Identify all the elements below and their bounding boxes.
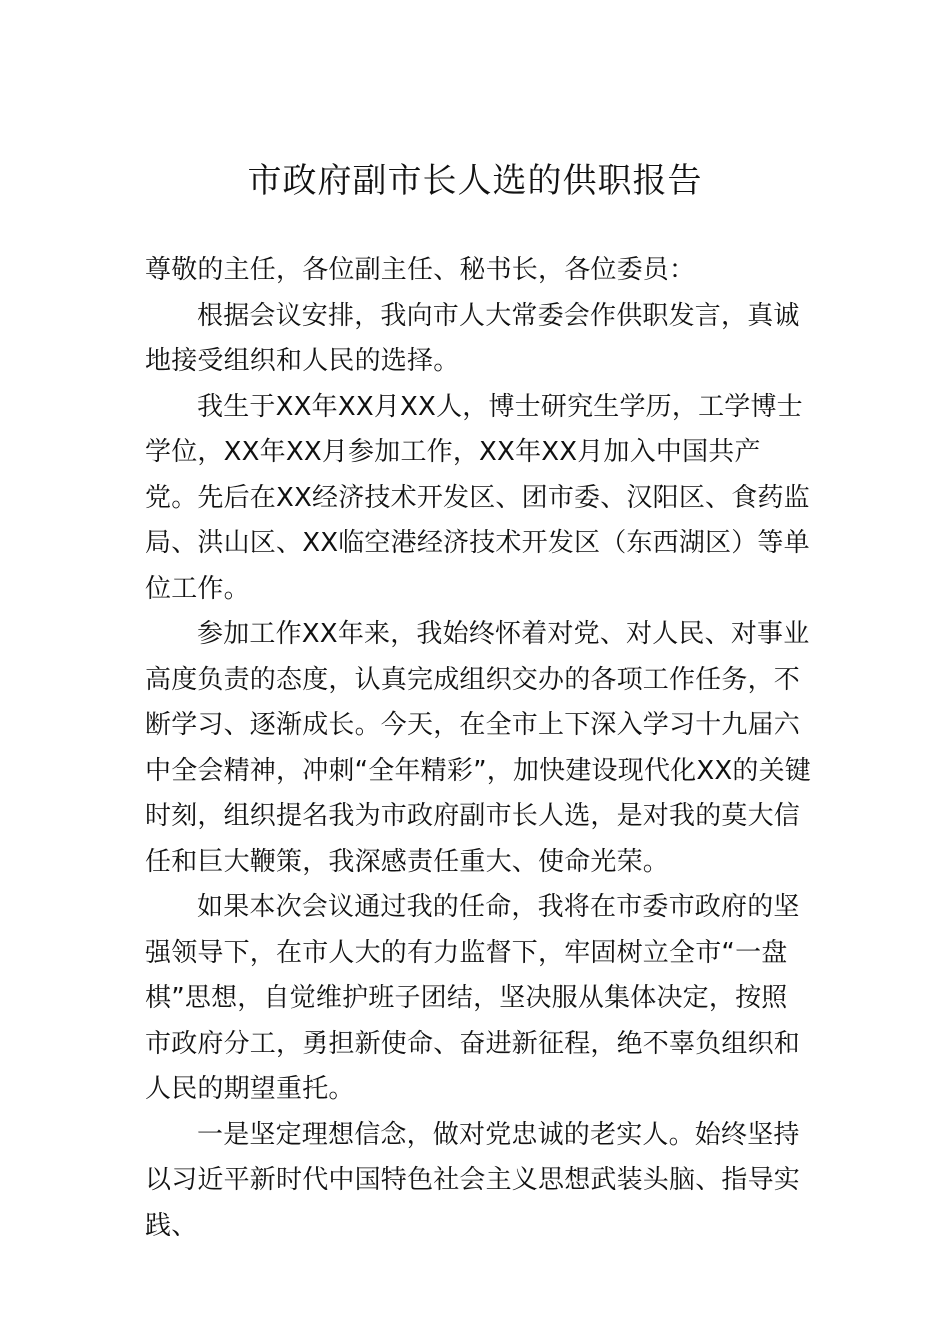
paragraph-3: 参加工作XX年来，我始终怀着对党、对人民、对事业高度负责的态度，认真完成组织交办的各项工作任务，不断学习、逐渐成长。今天，在全市上下深入学习十九届六中全会精神，冲刺“全年精彩”，加快建设现代化XX的关键时刻，组织提名我为市政府副市长人选，是对我的莫大信任和巨大鞭策，我深感责任重大、使命光荣。 [145, 619, 811, 877]
paragraph-4: 如果本次会议通过我的任命，我将在市委市政府的坚强领导下，在市人大的有力监督下，牢固树立全市“一盘棋”思想，自觉维护班子团结，坚决服从集体决定，按照市政府分工，勇担新使命、奋进新征程，绝不辜负组织和人民的期望重托。 [145, 892, 801, 1104]
paragraph-5: 一是坚定理想信念，做对党忠诚的老实人。始终坚持以习近平新时代中国特色社会主义思想武装头脑、指导实践、 [145, 1119, 801, 1241]
paragraph-2: 我生于XX年XX月XX人，博士研究生学历，工学博士学位，XX年XX月参加工作，XX年XX月加入中国共产党。先后在XX经济技术开发区、团市委、汉阳区、食药监局、洪山区、XX临空港经济技术开发区（东西湖区）等单位工作。 [145, 391, 810, 604]
salutation: 尊敬的主任，各位副主任、秘书长，各位委员： [145, 255, 696, 285]
paragraph-1: 根据会议安排，我向市人大常委会作供职发言，真诚地接受组织和人民的选择。 [145, 300, 800, 376]
document-body [145, 248, 813, 1249]
document-title: 市政府副市长人选的供职报告 [247, 161, 703, 201]
